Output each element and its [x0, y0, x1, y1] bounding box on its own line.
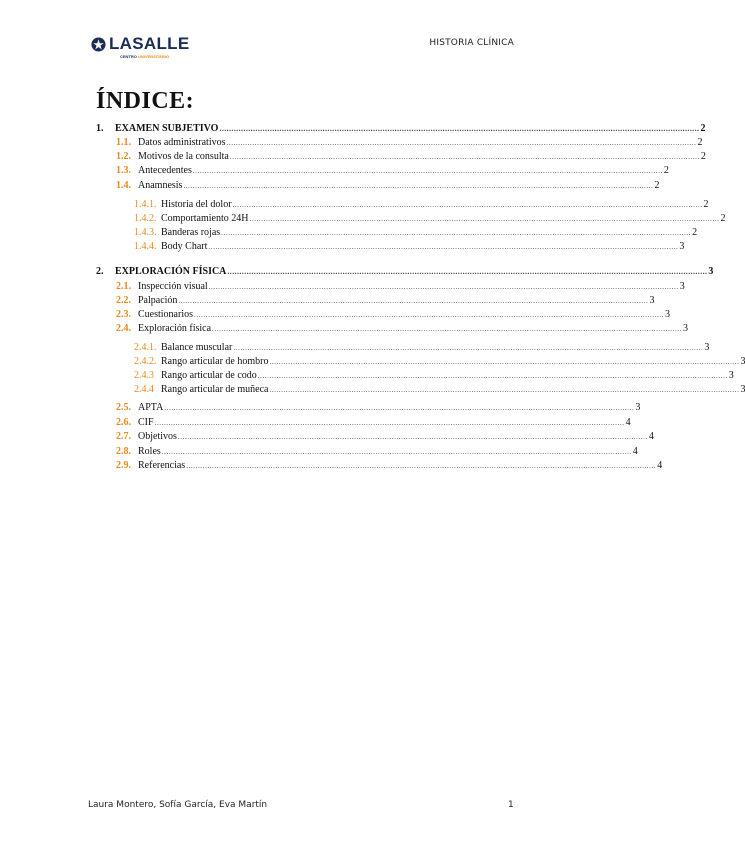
toc-entry[interactable] — [134, 240, 685, 254]
toc-entry-number: 1.4. — [116, 180, 131, 191]
toc-entry-page: 2 — [697, 137, 703, 148]
toc-dot-leader: ........................................................................................................................................................................................................ — [229, 153, 700, 161]
toc-entry[interactable] — [116, 416, 631, 430]
toc-entry-number: 2.2. — [116, 295, 131, 306]
toc-entry-label: Body Chart — [161, 241, 208, 252]
toc-entry-label: EXAMEN SUBJETIVO — [115, 123, 219, 134]
toc-entry-label: Anamnesis — [138, 180, 183, 191]
toc-entry-page: 2 — [692, 227, 698, 238]
toc-entry[interactable] — [116, 280, 685, 294]
toc-entry-page: 2 — [720, 213, 726, 224]
toc-entry-number: 2.1. — [116, 281, 131, 292]
toc-entry-number: 1.4.4. — [134, 241, 157, 252]
toc-entry-number: 1. — [96, 123, 104, 134]
footer-authors: Laura Montero, Sofía García, Eva Martín — [88, 800, 268, 810]
toc-dot-leader: ........................................................................................................................................................................................................ — [164, 404, 635, 412]
toc-entry-label: Palpación — [138, 295, 178, 306]
toc-entry-number: 2.8. — [116, 446, 131, 457]
toc-dot-leader: ........................................................................................................................................................................................................ — [183, 182, 654, 190]
toc-entry-page: 3 — [708, 266, 714, 277]
toc-entry-page: 2 — [700, 151, 706, 162]
toc-entry[interactable] — [134, 369, 734, 383]
toc-dot-leader: ........................................................................................................................................................................................................ — [226, 139, 697, 147]
toc-entry-label: Cuestionarios — [138, 309, 193, 320]
toc-entry[interactable] — [116, 136, 703, 150]
toc-entry-number: 1.4.1. — [134, 199, 157, 210]
toc-entry-page: 2 — [663, 165, 669, 176]
toc-entry-page: 3 — [679, 241, 685, 252]
toc-dot-leader: ........................................................................................................................................................................................................ — [154, 419, 625, 427]
toc-entry-number: 1.2. — [116, 151, 131, 162]
toc-entry-number: 2.7. — [116, 431, 131, 442]
toc-entry-number: 2. — [96, 266, 104, 277]
toc-entry-number: 2.5. — [116, 402, 131, 413]
toc-entry-page: 4 — [632, 446, 638, 457]
toc-entry[interactable] — [96, 265, 714, 279]
toc-entry-label: Exploración física — [138, 323, 212, 334]
toc-entry-page: 3 — [728, 370, 734, 381]
toc-entry-label: Referencias — [138, 460, 186, 471]
toc-entry[interactable] — [134, 355, 745, 369]
toc-entry[interactable] — [134, 198, 709, 212]
toc-entry[interactable] — [116, 401, 641, 415]
toc-entry-page: 2 — [703, 199, 709, 210]
toc-dot-leader: ........................................................................................................................................................................................................ — [186, 462, 657, 470]
toc-dot-leader: ........................................................................................................................................................................................................ — [249, 215, 720, 223]
toc-dot-leader: ........................................................................................................................................................................................................ — [178, 297, 649, 305]
toc-entry[interactable] — [116, 445, 638, 459]
toc-entry-page: 3 — [635, 402, 641, 413]
toc-entry-label: CIF — [138, 417, 154, 428]
footer-page-number: 1 — [508, 800, 514, 810]
toc-entry-label: Objetivos — [138, 431, 177, 442]
toc-dot-leader: ........................................................................................................................................................................................................ — [208, 283, 679, 291]
toc-entry[interactable] — [96, 122, 706, 136]
toc-entry-label: Comportamiento 24H — [161, 213, 249, 224]
toc-entry-page: 4 — [648, 431, 654, 442]
toc-dot-leader: ........................................................................................................................................................................................................ — [221, 229, 692, 237]
toc-entry-page: 3 — [683, 323, 689, 334]
toc-entry[interactable] — [116, 308, 670, 322]
toc-entry-page: 2 — [700, 123, 706, 134]
toc-entry[interactable] — [116, 459, 663, 473]
toc-dot-leader: ........................................................................................................................................................................................................ — [177, 433, 648, 441]
toc-dot-leader: ........................................................................................................................................................................................................ — [269, 358, 740, 366]
toc-entry-number: 2.4.2. — [134, 356, 157, 367]
toc-dot-leader: ........................................................................................................................................................................................................ — [232, 201, 703, 209]
toc-entry-label: Inspección visual — [138, 281, 208, 292]
toc-entry-number: 1.4.3. — [134, 227, 157, 238]
page-title: ÍNDICE: — [96, 88, 195, 114]
toc-entry[interactable] — [116, 322, 689, 336]
toc-entry[interactable] — [134, 383, 745, 397]
toc-entry-number: 2.6. — [116, 417, 131, 428]
toc-entry[interactable] — [116, 150, 706, 164]
toc-dot-leader: ........................................................................................................................................................................................................ — [227, 267, 708, 276]
toc-entry[interactable] — [134, 212, 726, 226]
toc-entry-number: 2.4.3 — [134, 370, 154, 381]
toc-entry-label: Historia del dolor — [161, 199, 232, 210]
toc-dot-leader: ........................................................................................................................................................................................................ — [161, 448, 632, 456]
document-header-title: HISTORIA CLÍNICA — [429, 38, 514, 48]
toc-entry[interactable] — [134, 341, 710, 355]
toc-dot-leader: ........................................................................................................................................................................................................ — [192, 167, 663, 175]
toc-dot-leader: ........................................................................................................................................................................................................ — [219, 124, 700, 133]
toc-entry-page: 2 — [654, 180, 660, 191]
toc-entry[interactable] — [116, 179, 660, 193]
toc-entry-page: 3 — [704, 342, 710, 353]
toc-dot-leader: ........................................................................................................................................................................................................ — [257, 372, 728, 380]
logo-subtitle-b: UNIVERSITARIO — [138, 54, 170, 59]
toc-dot-leader: ........................................................................................................................................................................................................ — [208, 243, 679, 251]
toc-entry-page: 3 — [740, 384, 745, 395]
toc-entry-number: 1.4.2. — [134, 213, 157, 224]
toc-entry-page: 3 — [679, 281, 685, 292]
logo-wordmark: LASALLE — [109, 34, 190, 53]
toc-entry[interactable] — [116, 294, 655, 308]
toc-entry-label: Antecedentes — [138, 165, 192, 176]
toc-entry-label: Datos administrativos — [138, 137, 226, 148]
toc-entry-label: Rango articular de muñeca — [161, 384, 269, 395]
toc-entry-label: Roles — [138, 446, 161, 457]
toc-entry[interactable] — [116, 164, 669, 178]
logo-subtitle-a: CENTRO — [120, 54, 137, 59]
toc-entry-number: 1.1. — [116, 137, 131, 148]
toc-entry-number: 1.3. — [116, 165, 131, 176]
toc-entry-number: 2.4.1. — [134, 342, 157, 353]
toc-entry-label: Banderas rojas — [161, 227, 221, 238]
toc-entry-number: 2.4. — [116, 323, 131, 334]
toc-entry-page: 3 — [665, 309, 670, 320]
toc-entry-label: EXPLORACIÓN FÍSICA — [115, 266, 227, 277]
toc-entry-number: 2.3. — [116, 309, 131, 320]
toc-entry-number: 2.4.4 — [134, 384, 154, 395]
toc-entry-page: 4 — [625, 417, 631, 428]
toc-entry-label: Rango articular de hombro — [161, 356, 269, 367]
toc-entry[interactable] — [134, 226, 698, 240]
toc-entry-number: 2.9. — [116, 460, 131, 471]
toc-entry-label: Rango articular de codo — [161, 370, 257, 381]
toc-dot-leader: ........................................................................................................................................................................................................ — [269, 386, 740, 394]
toc-entry-page: 3 — [740, 356, 745, 367]
toc-entry-label: Balance muscular — [161, 342, 233, 353]
toc-entry-page: 4 — [657, 460, 663, 471]
toc-dot-leader: ........................................................................................................................................................................................................ — [233, 344, 704, 352]
toc-entry-label: APTA — [138, 402, 164, 413]
toc-dot-leader: ........................................................................................................................................................................................................ — [194, 311, 664, 319]
toc-entry-page: 3 — [649, 295, 655, 306]
toc-entry[interactable] — [116, 430, 654, 444]
toc-dot-leader: ........................................................................................................................................................................................................ — [212, 325, 683, 333]
toc-entry-label: Motivos de la consulta — [138, 151, 229, 162]
